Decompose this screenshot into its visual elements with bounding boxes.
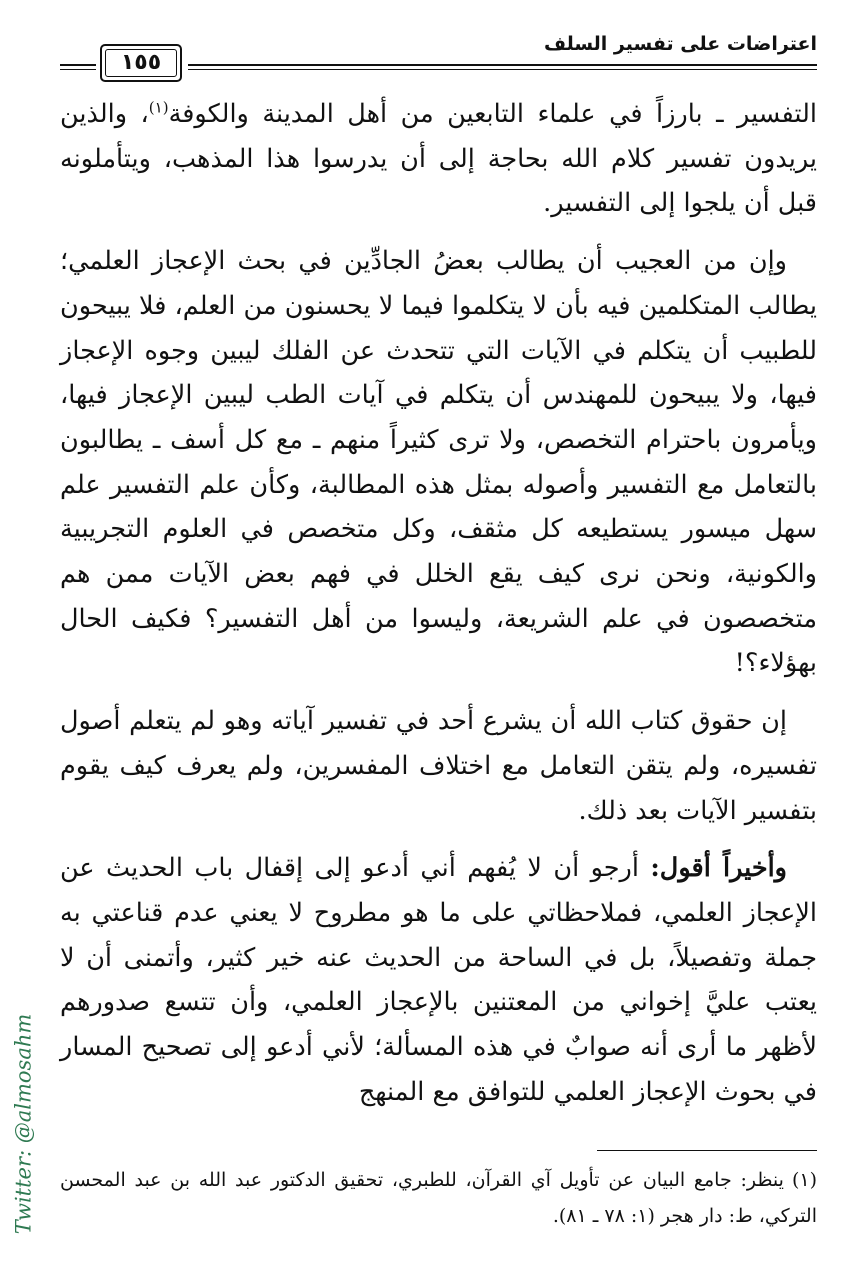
paragraph-2: وإن من العجيب أن يطالب بعضُ الجادِّين في بحث الإعجاز العلمي؛ يطالب المتكلمين فيه بأن لا يتكلموا فيما لا يحسنون من العلم، فلا يبيحون للطبيب أن يتكلم في الآيات التي تتحدث عن الفلك ليبين وجوه الإعجاز فيها، ولا يبيحون للمهندس أن يتكلم في آيات الطب ليبين الإعجاز فيها، ويأمرون باحترام التخصص، ولا ترى كثيراً منهم ـ مع كل أسف ـ يطالبون بالتعامل مع التفسير وأصوله بمثل هذه المطالبة، وكأن علم التفسير علم سهل ميسور يستطيعه كل مثقف، وكل متخصص في العلوم التجريبية والكونية، ونحن نرى كيف يقع الخلل في فهم بعض الآيات ممن هم متخصصون في علم الشريعة، وليسوا من أهل التفسير؟ فكيف الحال بهؤلاء؟! (60, 246, 817, 679)
page-header (60, 30, 817, 78)
paragraph-1-text-after: ، والذين يريدون تفسير كلام الله بحاجة إلى أن يدرسوا هذا المذهب، ويتأملونه قبل أن يلجوا إلى التفسير. (60, 99, 817, 219)
paragraph-1-text: التفسير ـ بارزاً في علماء التابعين من أهل المدينة والكوفة (168, 99, 817, 129)
paragraph-4-lead: وأخيراً أقول: (650, 853, 787, 884)
page-number: ١٥٥ (120, 50, 162, 75)
paragraph-4-text: أرجو أن لا يُفهم أني أدعو إلى إقفال باب الحديث عن الإعجاز العلمي، فملاحظاتي على ما هو مطروح لا يعني عدم قناعتي به جملة وتفصيلاً، بل في الساحة من الحديث عنه خير كثير، وأتمنى أن لا يعتب عليَّ إخواني من المعتنين بالإعجاز العلمي، وأن تتسع صدورهم لأظهر ما أرى أنه صوابٌ في هذه المسألة؛ لأني أدعو إلى تصحيح المسار في بحوث الإعجاز العلمي للتوافق مع المنهج (60, 853, 817, 1107)
paragraph-3: إن حقوق كتاب الله أن يشرع أحد في تفسير آياته وهو لم يتعلم أصول تفسيره، ولم يتقن التعامل مع اختلاف المفسرين، ولم يعرف كيف يقوم بتفسير الآيات بعد ذلك. (60, 706, 817, 826)
footnote (60, 1162, 817, 1234)
paragraph-4 (60, 846, 817, 1114)
paragraph-1 (60, 92, 817, 226)
running-title: اعتراضات على تفسير السلف (543, 33, 817, 55)
footnote-reference: (١) (148, 98, 169, 117)
watermark (8, 990, 38, 1258)
main-text (60, 92, 817, 1127)
header-rule (188, 64, 817, 66)
footnote-separator (597, 1150, 817, 1151)
footnote-number: (١) (791, 1169, 817, 1191)
header-rule-left (60, 64, 96, 66)
footnote-text: ينظر: جامع البيان عن تأويل آي القرآن، للطبري، تحقيق الدكتور عبد الله بن عبد المحسن التركي، ط: دار هجر (١: ٧٨ ـ ٨١). (60, 1169, 817, 1227)
page-number-frame (100, 44, 182, 82)
watermark-text: Twitter: @almosahm (11, 1013, 36, 1235)
